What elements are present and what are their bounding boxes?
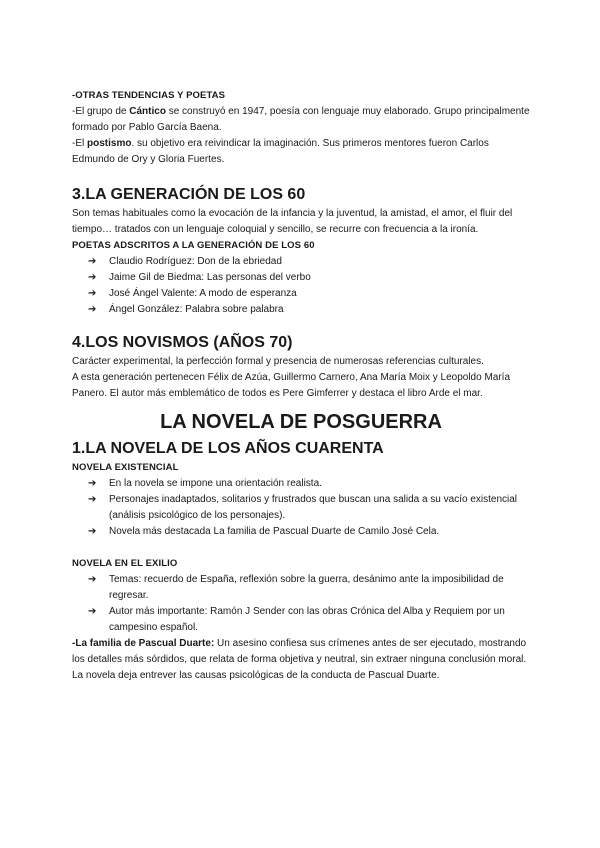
- list-item: [72, 572, 530, 604]
- bold-term: -La familia de Pascual Duarte:: [72, 638, 215, 649]
- sub-heading: NOVELA EXISTENCIAL: [72, 462, 179, 473]
- list-item-text: Novela más destacada La familia de Pascual Duarte de Camilo José Cela.: [109, 526, 440, 537]
- text: se construyó en 1947, poesía con lenguaje muy elaborado. Grupo principalmente formado por Pablo García Baena.: [72, 106, 530, 133]
- list-item: [72, 254, 530, 270]
- list-item: [72, 270, 530, 286]
- section-title: 1.LA NOVELA DE LOS AÑOS CUARENTA: [72, 440, 384, 457]
- section-otras-tendencias: [72, 88, 530, 168]
- text: Un asesino confiesa sus crímenes antes de ser ejecutado, mostrando los detalles más sórdidos, que relata de forma objetiva y neutral, sin extraer ninguna conclusión moral. La novela deja entrever las causas psicológicas de la conducta de Pascual Duarte.: [72, 638, 527, 681]
- existencial-list: [72, 476, 530, 540]
- text: . su objetivo era reivindicar la imaginación. Sus primeros mentores fueron Carlos Edmundo de Ory y Gloria Fuertes.: [72, 138, 489, 165]
- sub-heading: NOVELA EN EL EXILIO: [72, 558, 178, 569]
- section-label: -OTRAS TENDENCIAS Y POETAS: [72, 90, 226, 101]
- arrow-icon: ➔: [88, 256, 97, 267]
- paragraph: Son temas habituales como la evocación de la infancia y la juventud, la amistad, el amor, el fluir del tiempo… tratados con un lenguaje coloquial y sencillo, se recurre con frecuencia a la ironía.: [72, 208, 513, 235]
- bold-term: Cántico: [129, 106, 166, 117]
- list-item-text: Ángel González: Palabra sobre palabra: [109, 304, 284, 315]
- arrow-icon: ➔: [88, 478, 97, 489]
- list-item: [72, 286, 530, 302]
- list-item: [72, 492, 530, 524]
- arrow-icon: ➔: [88, 526, 97, 537]
- section-title: 3.LA GENERACIÓN DE LOS 60: [72, 186, 306, 203]
- text: -El grupo de: [72, 106, 130, 117]
- list-item-text: Claudio Rodríguez: Don de la ebriedad: [109, 256, 282, 267]
- list-item-text: Autor más importante: Ramón J Sender con las obras Crónica del Alba y Requiem por un campesino español.: [109, 606, 505, 633]
- section-title: 4.LOS NOVISMOS (AÑOS 70): [72, 334, 293, 351]
- exilio-list: [72, 572, 530, 636]
- bold-term: postismo: [87, 138, 132, 149]
- section-generacion-60: [72, 184, 530, 318]
- list-item-text: José Ángel Valente: A modo de esperanza: [109, 288, 297, 299]
- sub-heading: POETAS ADSCRITOS A LA GENERACIÓN DE LOS 60: [72, 240, 315, 251]
- paragraph-cantico: [72, 104, 530, 136]
- paragraph: A esta generación pertenecen Félix de Azúa, Guillermo Carnero, Ana María Moix y Leopoldo María Panero. El autor más emblemático de todos es Pere Gimferrer y destaca el libro Arde el mar.: [72, 372, 511, 399]
- list-item: [72, 302, 530, 318]
- paragraph: Carácter experimental, la perfección formal y presencia de numerosas referencias culturales.: [72, 356, 484, 367]
- arrow-icon: ➔: [88, 272, 97, 283]
- main-title: LA NOVELA DE POSGUERRA: [160, 411, 442, 433]
- arrow-icon: ➔: [88, 304, 97, 315]
- arrow-icon: ➔: [88, 494, 97, 505]
- section-novismos: [72, 332, 530, 402]
- poets-list: [72, 254, 530, 318]
- arrow-icon: ➔: [88, 606, 97, 617]
- paragraph-pascual-duarte: [72, 636, 530, 684]
- list-item-text: Temas: recuerdo de España, reflexión sobre la guerra, desánimo ante la imposibilidad de regresar.: [109, 574, 504, 601]
- list-item-text: Jaime Gil de Biedma: Las personas del verbo: [109, 272, 311, 283]
- list-item-text: Personajes inadaptados, solitarios y frustrados que buscan una salida a su vacío existencial (análisis psicológico de los personajes).: [109, 494, 518, 521]
- arrow-icon: ➔: [88, 288, 97, 299]
- text: -El: [72, 138, 87, 149]
- list-item: [72, 604, 530, 636]
- section-novela-posguerra: [72, 408, 530, 684]
- list-item-text: En la novela se impone una orientación realista.: [109, 478, 322, 489]
- list-item: [72, 476, 530, 492]
- arrow-icon: ➔: [88, 574, 97, 585]
- paragraph-postismo: [72, 136, 530, 168]
- list-item: [72, 524, 530, 540]
